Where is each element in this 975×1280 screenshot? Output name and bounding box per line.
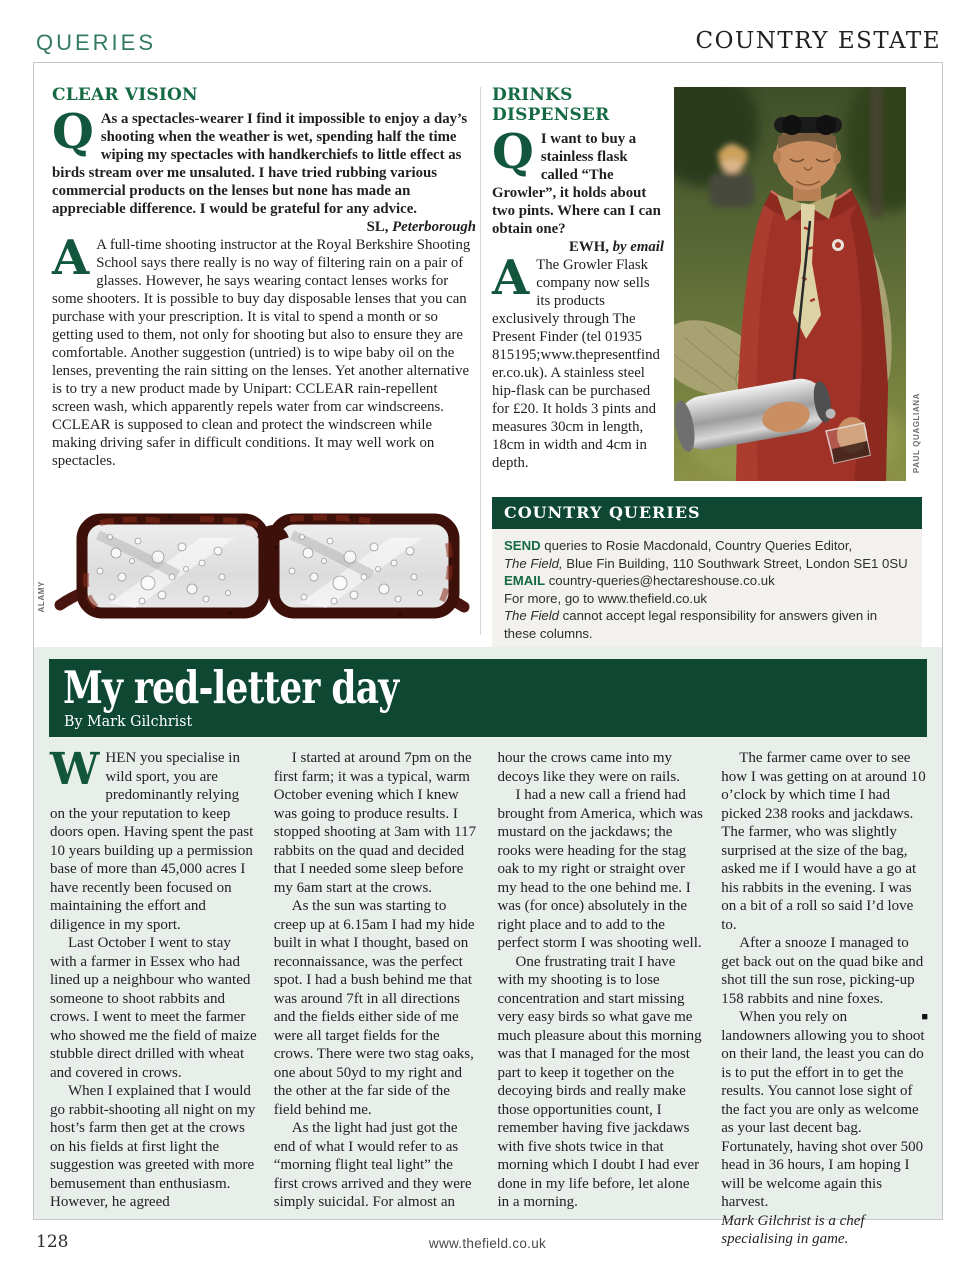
page-number: 128 [36,1232,69,1252]
question-text: As a spectacles-wearer I find it impossible to enjoy a day’s shooting when the weather is wet, spending half the time wiping my spectacles with handkerchiefs to little effect as birds stream over me unsaluted. I have tried rubbing various commercial products on the lenses but none has made an appreciable difference. I would be grateful for any advice. [52,111,468,217]
article-paragraph [498,786,705,953]
country-queries-body [492,529,922,652]
drinks-dispenser-heading: DRINKS DISPENSER [492,85,610,125]
clear-vision-question [52,104,476,218]
send-label: SEND [504,538,541,553]
paragraph-text: hour the crows came into my decoys like they were on rails. [497,750,680,785]
wet-spectacles-photo [50,483,474,641]
photo-credit-alamy: ALAMY [37,581,46,613]
flask-pouring-photo-art [674,87,906,481]
page-title: COUNTRY ESTATE [695,28,941,54]
column-divider [480,87,481,635]
attr-name: SL, [366,219,389,235]
answer-drop-cap: A [52,230,90,286]
question-drop-cap: Q [492,124,534,180]
footer-url: www.thefield.co.uk [428,1236,547,1251]
attr-name: EWH, [569,239,609,255]
article-paragraph [274,897,481,1119]
drinks-dispenser-block [492,85,664,472]
article-paragraph [50,934,257,1082]
clear-vision-block [52,85,476,470]
article-paragraph [721,934,928,1008]
drinks-question [492,124,664,238]
disclaimer-text: cannot accept legal responsibility for answers given in these columns. [504,608,878,641]
article-paragraph [498,749,705,786]
country-queries-title: COUNTRY QUERIES [492,497,922,529]
article-paragraph [498,953,705,1212]
article-column-1 [50,744,257,1249]
country-queries-box [492,497,922,652]
question-drop-cap: Q [52,104,94,160]
photo-credit-paul: PAUL QUAGLIANA [912,393,921,474]
paragraph-text: I had a new call a friend had brought from America, which was mustard on the jackdaws; the rooks were heading for the stag oak to my right or straight over my head to the one behind me. I was (for once) absolutely in the right place and to add to the perfect storm I was shooting well. [497,787,703,951]
cq-line-send [504,537,910,555]
article-paragraph [721,1008,928,1212]
cq-line-more [504,590,910,608]
flask-pouring-photo [674,87,906,481]
paragraph-text: After a snooze I managed to get back out on the quad bike and shot till the sun rose, picking-up 158 rabbits and nine foxes. [721,935,924,1007]
email-label: EMAIL [504,573,546,588]
article-column-2 [274,749,481,1249]
question-attribution [52,218,476,236]
paragraph-text: As the light had just got the end of what I would refer to as “morning flight teal light” the first crows arrived and they were simply suicidal. For almost an [273,1120,472,1210]
article-paragraph [721,749,928,934]
answer-text: A full-time shooting instructor at the Royal Berkshire Shooting School says there really is no way of filtering rain on a pair of glasses. However, he says wearing contact lenses works for some shooters. It is possible to buy day disposable lenses that you can purchase with your prescription. It is vital to spend a month or so getting used to them, not only for shooting but also to ensure they are comfortable. Another suggestion (untried) is to wipe baby oil on the lenses, preventing the rain sitting on the lenses. Yet another alternative is to try a new product made by Unipart: CCLEAR rain-repellent screen wash, which apparently repels water from car windscreens. CCLEAR is supposed to clean and protect the windscreen while making driving safer in difficult conditions. It may well work on spectacles. [52,237,471,469]
clear-vision-answer [52,230,476,470]
paragraph-text: One frustrating trait I have with my shooting is to lose concentration and start missing very easy birds so what gave me much pleasure about this morning was that I managed for the most part to keep it together on the decoying birds and really make those opportunities count, I remember having five jackdaws with five shots twice in that morning which I doubt I had ever done in my life before, let alone in a morning. [497,953,702,1210]
clear-vision-heading: CLEAR VISION [52,85,198,105]
cq-line-email [504,572,910,590]
article-columns [50,744,928,1249]
article-paragraph [50,744,257,934]
send-text: queries to Rosie Macdonald, Country Queries Editor, [540,538,853,553]
drinks-answer [492,250,664,472]
section-label: QUERIES [36,30,157,55]
email-text: country-queries@hectareshouse.co.uk [545,573,775,588]
question-text: I want to buy a stainless flask called “The Growler”, it holds about two pints. Where can I can obtain one? [492,131,661,237]
paragraph-text: The farmer came over to see how I was getting on at around 10 o’clock by which time I had picked 238 rooks and jackdaws. The farmer, who was slightly surprised at the size of the bag, asked me if I would have a go at his rabbits in the evening. I was on a bit of a roll so said I’d love to. [721,750,926,933]
paragraph-text: When I explained that I would go rabbit-shooting all night on my host’s farm then get at the crows on his fields at first light the suggestion was greeted with more bemusement than enthusiasm. However, he agreed [50,1083,256,1210]
paragraph-text: When you rely on landowners allowing you to shoot on their land, the least you can do is to put the effort in to get the results. You cannot lose sight of the fact you are only as welcome as your last decent bag. Fortunately, having shot over 500 head in 36 hours, I am hoping I will be welcome again this harvest. [721,1009,925,1210]
attr-source: Peterborough [392,219,476,235]
article-paragraph [274,1119,481,1212]
paragraph-text: Mark Gilchrist is a chef specialising in game. [721,1212,865,1247]
answer-text: The Growler Flask company now sells its products exclusively through The Present Finder (tel 01935 815195;www.thepresentfinder.co.uk). A stainless steel hip-flask can be purchased for £20. It holds 3 pints and measures 30cm in length, 18cm in width and 4cm in depth. [492,257,660,471]
wet-spectacles-art [50,483,474,641]
drop-cap-w: W [50,744,100,795]
end-mark-icon: ■ [921,1011,928,1023]
paragraph-text: I started at around 7pm on the first farm; it was a typical, warm October evening which I knew was going to produce results. I stopped shooting at 3am with 117 rabbits on the quad and decided that I needed some sleep before my 6am start at the crows. [273,750,477,896]
cq-line-disclaimer [504,607,910,642]
article-column-3 [498,749,705,1249]
article-byline: By Mark Gilchrist [64,712,193,730]
address-text: Blue Fin Building, 110 Southwark Street, London SE1 0SU [562,555,908,571]
more-text: For more, go to www.thefield.co.uk [504,590,708,606]
field-italic: The Field [504,608,559,623]
attr-source: by email [612,239,664,255]
article-column-4 [721,749,928,1249]
article-title: My red-letter day [63,661,399,714]
article-banner [49,659,927,737]
sunglasses [774,115,842,135]
paragraph-text: HEN you specialise in wild sport, you are predominantly relying on the your reputation to keep doors open. Having spent the past 10 years building up a permission base of more than 45,000 acres I have recently been focused on maintaining the effort and diligence in my sport. [50,750,254,933]
paragraph-text: As the sun was starting to creep up at 6.15am I had my hide built in what I thought, based on reconnaissance, was the perfect spot. I had a bush behind me that was around 7ft in all directions and the fields either side of me were all target fields for the crows. There were two stag oaks, one about 50yd to my right and the other at the far side of the field behind me. [273,898,475,1118]
article-paragraph [50,1082,257,1212]
article-paragraph [274,749,481,897]
cq-line-address [504,555,910,573]
field-italic: The Field, [504,555,563,571]
paragraph-text: Last October I went to stay with a farmer in Essex who had lined up a neighbour who wanted someone to shoot rabbits and crows. I went to meet the farmer who showed me the field of maize stubble direct drilled with wheat and covered in crows. [50,935,257,1081]
answer-drop-cap: A [492,250,530,306]
glass [826,423,870,463]
